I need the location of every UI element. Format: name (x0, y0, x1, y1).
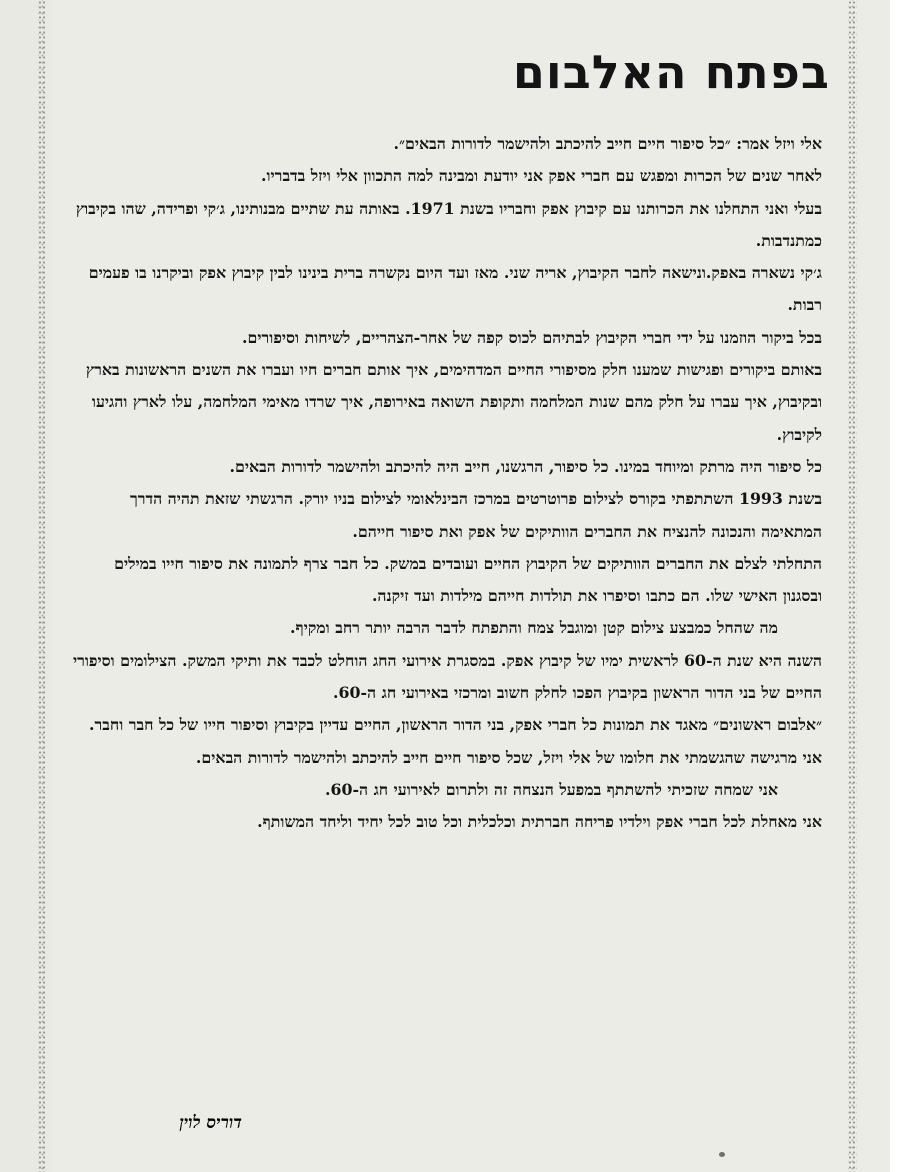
paragraph: מה שהחל כמבצע צילום קטן ומוגבל צמח והתפתח לדבר הרבה יותר רחב ומקיף. (290, 618, 778, 638)
author-signature: דוריס לוין (179, 1113, 242, 1133)
paragraph: בעלי ואני התחלנו את הכרותנו עם קיבוץ אפק וחבריו בשנת 1971. באותה עת שתיים מבנותינו, ג׳קי ופרידה, שהו בקיבוץ כמתנדבות. (75, 198, 822, 250)
body-text (70, 128, 822, 839)
paragraph: אלי ויזל אמר: ״כל סיפור חיים חייב להיכתב ולהישמר לדורות הבאים״. (393, 134, 822, 153)
paragraph: אני שמחה שזכיתי להשתתף במפעל הנצחה זה ולתרום לאירועי חג ה-60. (324, 779, 778, 799)
paragraph: ״אלבום ראשונים״ מאגד את תמונות כל חברי אפק, בני הדור הראשון, החיים עדיין בקיבוץ וסיפור חייו של כל חבר וחבר. (89, 715, 822, 735)
page-title: בפתח האלבום (512, 45, 830, 99)
left-decorative-border (38, 0, 46, 1172)
paragraph: התחלתי לצלם את החברים הוותיקים של הקיבוץ החיים ועובדים במשק. כל חבר צרף לתמונה את סיפור חייו במילים ובסגנון האישי שלו. הם כתבו וסיפרו את תולדות חייהם מילדות ועד זיקנה. (114, 553, 822, 606)
scan-speck (719, 1152, 725, 1157)
paragraph: כל סיפור היה מרתק ומיוחד במינו. כל סיפור, הרגשנו, חייב היה להיכתב ולהישמר לדורות הבאים. (229, 456, 822, 476)
paragraph: בשנת 1993 השתתפתי בקורס לצילום פרוטרטים במרכז הבינלאומי לצילום בניו יורק. הרגשתי שזאת תהיה הדרך המתאימה והנכונה להנציח את החברים הוותיקים של אפק ואת סיפור חייהם. (129, 489, 822, 541)
paragraph: בכל ביקור הוזמנו על ידי חברי הקיבוץ לבתיהם לכוס קפה של אחר-הצהריים, לשיחות וסיפורים. (242, 327, 822, 347)
scan-edge (890, 0, 900, 1172)
paragraph: באותם ביקורים ופגישות שמענו חלק מסיפורי החיים המדהימים, איך אותם חברים חיו ועברו את השנים הראשונות בארץ ובקיבוץ, איך עברו על חלק מהם שנות המלחמה ותקופת השואה באירופה, איך שרדו מאימי המלחמה, עלו לארץ והגיעו לקיבוץ. (85, 360, 822, 444)
paragraph: השנה היא שנת ה-60 לראשית ימיו של קיבוץ אפק. במסגרת אירועי החג הוחלט לכבד את ותיקי המשק. הצילומים וסיפורי החיים של בני הדור הראשון בקיבוץ הפכו לחלק חשוב ומרכזי באירועי חג ה-60. (72, 650, 822, 703)
paragraph: אני מאחלת לכל חברי אפק וילדיו פריחה חברתית וכלכלית וכל טוב לכל יחיד וליחד המשותף. (257, 812, 822, 832)
paragraph: ג׳קי נשארה באפק.ונישאה לחבר הקיבוץ, אריה שני. מאז ועד היום נקשרה ברית בינינו לבין קיבוץ אפק וביקרנו בו פעמים רבות. (88, 263, 822, 315)
paragraph: לאחר שנים של הכרות ומפגש עם חברי אפק אני יודעת ומבינה למה התכוון אלי ויזל בדבריו. (261, 166, 822, 186)
paragraph: אני מרגישה שהגשמתי את חלומו של אלי ויזל, שכל סיפור חיים חייב להיכתב ולהישמר לדורות הבאים. (195, 747, 822, 767)
right-decorative-border (848, 0, 857, 1172)
